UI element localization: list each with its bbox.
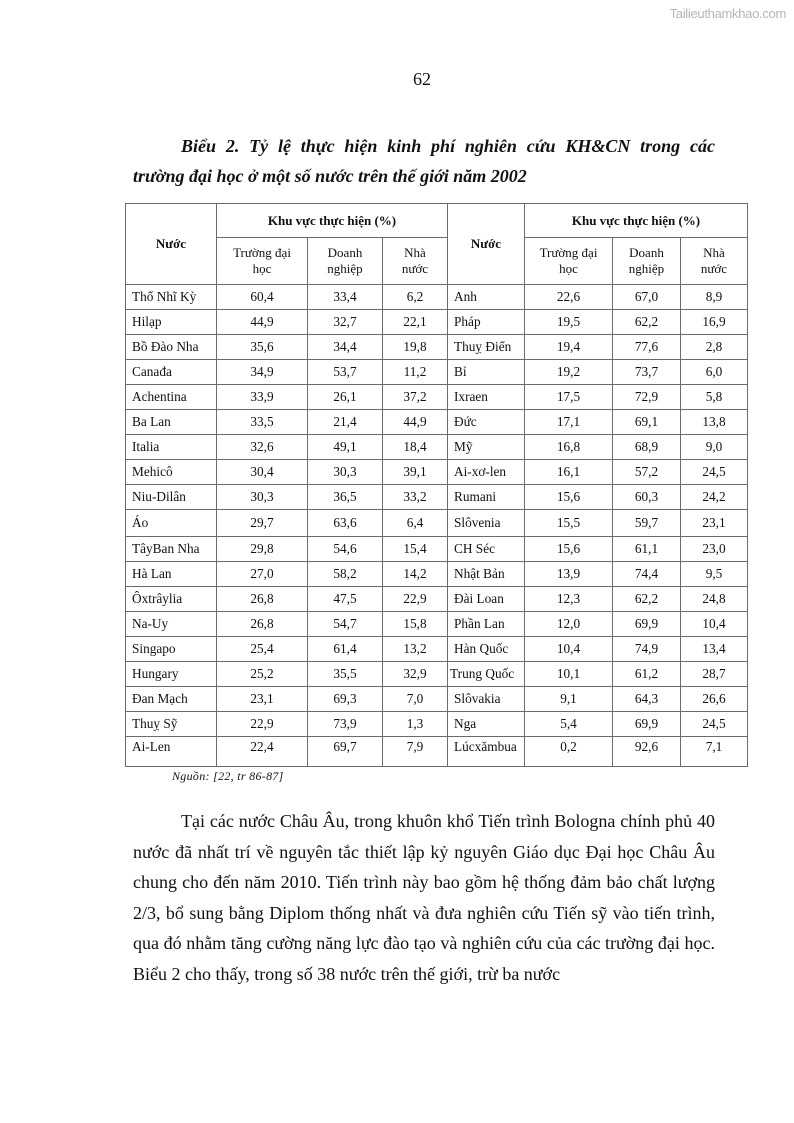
- university-value: 34,9: [217, 360, 308, 385]
- header-enterprise-right: [613, 238, 681, 285]
- state-value: 2,8: [681, 335, 748, 360]
- state-value: 15,8: [383, 612, 448, 637]
- state-value: 9,0: [681, 435, 748, 460]
- header-text: Nhà: [703, 245, 725, 260]
- state-value: 28,7: [681, 662, 748, 687]
- enterprise-value: 73,9: [308, 712, 383, 737]
- table-row: [126, 687, 748, 712]
- header-state-right: [681, 238, 748, 285]
- enterprise-value: 68,9: [613, 435, 681, 460]
- enterprise-value: 64,3: [613, 687, 681, 712]
- country-cell: Slôvakia: [448, 687, 525, 712]
- country-cell: Ba Lan: [126, 410, 217, 435]
- university-value: 25,4: [217, 637, 308, 662]
- table-row: [126, 435, 748, 460]
- country-cell: Hà Lan: [126, 562, 217, 587]
- enterprise-value: 54,7: [308, 612, 383, 637]
- enterprise-value: 61,4: [308, 637, 383, 662]
- enterprise-value: 47,5: [308, 587, 383, 612]
- university-value: 0,2: [525, 737, 613, 767]
- university-value: 60,4: [217, 285, 308, 310]
- enterprise-value: 36,5: [308, 485, 383, 510]
- university-value: 19,2: [525, 360, 613, 385]
- state-value: 24,5: [681, 712, 748, 737]
- university-value: 23,1: [217, 687, 308, 712]
- table-row: [126, 712, 748, 737]
- enterprise-value: 67,0: [613, 285, 681, 310]
- country-cell: Bỉ: [448, 360, 525, 385]
- enterprise-value: 62,2: [613, 310, 681, 335]
- watermark: Tailieuthamkhao.com: [669, 6, 786, 21]
- country-cell: Ôxtrâylia: [126, 587, 217, 612]
- header-country-right: Nước: [448, 204, 525, 285]
- country-cell: TâyBan Nha: [126, 537, 217, 562]
- country-cell: Thuỵ Sỹ: [126, 712, 217, 737]
- header-text: Doanh: [327, 245, 363, 260]
- state-value: 19,8: [383, 335, 448, 360]
- header-text: Nhà: [404, 245, 426, 260]
- header-text: học: [252, 261, 272, 276]
- university-value: 32,6: [217, 435, 308, 460]
- header-text: nước: [700, 261, 728, 276]
- country-cell: Đức: [448, 410, 525, 435]
- university-value: 15,5: [525, 510, 613, 537]
- country-cell: Niu-Dilân: [126, 485, 217, 510]
- header-text: Trường đại: [233, 245, 291, 260]
- university-value: 19,5: [525, 310, 613, 335]
- state-value: 7,9: [383, 737, 448, 767]
- country-cell: Anh: [448, 285, 525, 310]
- university-value: 13,9: [525, 562, 613, 587]
- header-university-left: [217, 238, 308, 285]
- page-number: 62: [413, 69, 431, 89]
- country-cell: Nhật Bản: [448, 562, 525, 587]
- university-value: 22,9: [217, 712, 308, 737]
- country-cell: Canađa: [126, 360, 217, 385]
- state-value: 9,5: [681, 562, 748, 587]
- header-text: Doanh: [629, 245, 664, 260]
- university-value: 35,6: [217, 335, 308, 360]
- state-value: 13,2: [383, 637, 448, 662]
- university-value: 29,8: [217, 537, 308, 562]
- enterprise-value: 62,2: [613, 587, 681, 612]
- state-value: 11,2: [383, 360, 448, 385]
- country-cell: Đan Mạch: [126, 687, 217, 712]
- country-cell: Nga: [448, 712, 525, 737]
- state-value: 44,9: [383, 410, 448, 435]
- enterprise-value: 73,7: [613, 360, 681, 385]
- university-value: 44,9: [217, 310, 308, 335]
- table-row: [126, 562, 748, 587]
- country-cell: Ai-xơ-len: [448, 460, 525, 485]
- source-note: Nguồn: [22, tr 86-87]: [172, 769, 284, 783]
- university-value: 17,1: [525, 410, 613, 435]
- table-body: [126, 285, 748, 767]
- table-row: [126, 310, 748, 335]
- state-value: 18,4: [383, 435, 448, 460]
- enterprise-value: 69,9: [613, 712, 681, 737]
- country-cell: CH Séc: [448, 537, 525, 562]
- state-value: 24,8: [681, 587, 748, 612]
- table-row: [126, 285, 748, 310]
- enterprise-value: 60,3: [613, 485, 681, 510]
- country-cell: Phần Lan: [448, 612, 525, 637]
- university-value: 16,8: [525, 435, 613, 460]
- university-value: 33,5: [217, 410, 308, 435]
- header-state-left: [383, 238, 448, 285]
- university-value: 12,3: [525, 587, 613, 612]
- table-row: [126, 612, 748, 637]
- state-value: 22,1: [383, 310, 448, 335]
- enterprise-value: 49,1: [308, 435, 383, 460]
- table-row: [126, 410, 748, 435]
- state-value: 7,0: [383, 687, 448, 712]
- header-text: nghiệp: [628, 261, 665, 276]
- table-row: [126, 737, 748, 767]
- university-value: 22,4: [217, 737, 308, 767]
- header-text: nghiệp: [327, 261, 363, 276]
- enterprise-value: 53,7: [308, 360, 383, 385]
- table-row: [126, 485, 748, 510]
- state-value: 13,4: [681, 637, 748, 662]
- university-value: 22,6: [525, 285, 613, 310]
- state-value: 22,9: [383, 587, 448, 612]
- enterprise-value: 21,4: [308, 410, 383, 435]
- university-value: 10,4: [525, 637, 613, 662]
- country-cell: Ai-Len: [126, 737, 217, 767]
- enterprise-value: 61,1: [613, 537, 681, 562]
- country-cell: Hilạp: [126, 310, 217, 335]
- state-value: 1,3: [383, 712, 448, 737]
- university-value: 16,1: [525, 460, 613, 485]
- university-value: 30,4: [217, 460, 308, 485]
- enterprise-value: 69,3: [308, 687, 383, 712]
- enterprise-value: 69,7: [308, 737, 383, 767]
- state-value: 7,1: [681, 737, 748, 767]
- country-cell: Thổ Nhĩ Kỳ: [126, 285, 217, 310]
- state-value: 10,4: [681, 612, 748, 637]
- country-cell: Áo: [126, 510, 217, 537]
- header-university-right: [525, 238, 613, 285]
- state-value: 15,4: [383, 537, 448, 562]
- university-value: 17,5: [525, 385, 613, 410]
- state-value: 5,8: [681, 385, 748, 410]
- caption-line-1: Biểu 2. Tỷ lệ thực hiện kinh phí nghiên cứu KH&CN trong các: [181, 136, 715, 156]
- state-value: 32,9: [383, 662, 448, 687]
- state-value: 24,5: [681, 460, 748, 485]
- body-paragraph: Tại các nước Châu Âu, trong khuôn khổ Tiến trình Bologna chính phủ 40 nước đã nhất trí về nguyên tắc thiết lập kỷ nguyên Giáo dục Đại học Châu Âu chung cho đến năm 2010. Tiến trình này bao gồm hệ thống đảm bảo chất lượng 2/3, bổ sung bằng Diplom thống nhất và đưa nghiên cứu Tiến sỹ vào tiến trình, qua đó nhằm tăng cường năng lực đào tạo và nghiên cứu của các trường đại học. Biểu 2 cho thấy, trong số 38 nước trên thế giới, trừ ba nước: [133, 811, 715, 984]
- enterprise-value: 34,4: [308, 335, 383, 360]
- table-row: [126, 587, 748, 612]
- state-value: 23,1: [681, 510, 748, 537]
- enterprise-value: 30,3: [308, 460, 383, 485]
- country-cell: Rumani: [448, 485, 525, 510]
- country-cell: Trung Quốc: [448, 662, 525, 687]
- research-funding-table: [125, 203, 748, 767]
- table-row: [126, 335, 748, 360]
- state-value: 6,2: [383, 285, 448, 310]
- enterprise-value: 69,9: [613, 612, 681, 637]
- university-value: 25,2: [217, 662, 308, 687]
- enterprise-value: 61,2: [613, 662, 681, 687]
- country-cell: Bồ Đào Nha: [126, 335, 217, 360]
- state-value: 6,4: [383, 510, 448, 537]
- country-cell: Thuỵ Điển: [448, 335, 525, 360]
- country-cell: Hàn Quốc: [448, 637, 525, 662]
- header-text: nước: [401, 261, 429, 276]
- country-cell: Hungary: [126, 662, 217, 687]
- state-value: 24,2: [681, 485, 748, 510]
- enterprise-value: 54,6: [308, 537, 383, 562]
- university-value: 19,4: [525, 335, 613, 360]
- university-value: 15,6: [525, 485, 613, 510]
- country-cell: Đài Loan: [448, 587, 525, 612]
- table-row: [126, 460, 748, 485]
- enterprise-value: 69,1: [613, 410, 681, 435]
- country-cell: Na-Uy: [126, 612, 217, 637]
- country-cell: Mỹ: [448, 435, 525, 460]
- state-value: 14,2: [383, 562, 448, 587]
- header-text: Trường đại: [539, 245, 598, 260]
- enterprise-value: 57,2: [613, 460, 681, 485]
- enterprise-value: 77,6: [613, 335, 681, 360]
- country-cell: Achentina: [126, 385, 217, 410]
- university-value: 26,8: [217, 587, 308, 612]
- state-value: 13,8: [681, 410, 748, 435]
- enterprise-value: 26,1: [308, 385, 383, 410]
- table-row: [126, 637, 748, 662]
- enterprise-value: 72,9: [613, 385, 681, 410]
- university-value: 33,9: [217, 385, 308, 410]
- country-cell: Ixraen: [448, 385, 525, 410]
- header-group-right: Khu vực thực hiện (%): [525, 204, 748, 238]
- state-value: 33,2: [383, 485, 448, 510]
- country-cell: Italia: [126, 435, 217, 460]
- university-value: 12,0: [525, 612, 613, 637]
- enterprise-value: 63,6: [308, 510, 383, 537]
- header-country-left: Nước: [126, 204, 217, 285]
- enterprise-value: 74,4: [613, 562, 681, 587]
- state-value: 39,1: [383, 460, 448, 485]
- table-row: [126, 537, 748, 562]
- enterprise-value: 33,4: [308, 285, 383, 310]
- university-value: 26,8: [217, 612, 308, 637]
- enterprise-value: 59,7: [613, 510, 681, 537]
- enterprise-value: 92,6: [613, 737, 681, 767]
- university-value: 15,6: [525, 537, 613, 562]
- table-caption: [133, 131, 715, 191]
- university-value: 10,1: [525, 662, 613, 687]
- header-group-left: Khu vực thực hiện (%): [217, 204, 448, 238]
- caption-line-2: trường đại học ở một số nước trên thế giới năm 2002: [133, 166, 527, 186]
- enterprise-value: 58,2: [308, 562, 383, 587]
- country-cell: Singapo: [126, 637, 217, 662]
- university-value: 27,0: [217, 562, 308, 587]
- state-value: 26,6: [681, 687, 748, 712]
- country-cell: Slôvenia: [448, 510, 525, 537]
- enterprise-value: 74,9: [613, 637, 681, 662]
- enterprise-value: 32,7: [308, 310, 383, 335]
- country-cell: Pháp: [448, 310, 525, 335]
- university-value: 5,4: [525, 712, 613, 737]
- state-value: 37,2: [383, 385, 448, 410]
- state-value: 8,9: [681, 285, 748, 310]
- table-row: [126, 662, 748, 687]
- enterprise-value: 35,5: [308, 662, 383, 687]
- state-value: 16,9: [681, 310, 748, 335]
- table-row: [126, 510, 748, 537]
- header-enterprise-left: [308, 238, 383, 285]
- country-cell: Lúcxămbua: [448, 737, 525, 767]
- university-value: 29,7: [217, 510, 308, 537]
- table-row: [126, 385, 748, 410]
- header-text: học: [559, 261, 578, 276]
- state-value: 6,0: [681, 360, 748, 385]
- university-value: 30,3: [217, 485, 308, 510]
- table-row: [126, 360, 748, 385]
- state-value: 23,0: [681, 537, 748, 562]
- university-value: 9,1: [525, 687, 613, 712]
- country-cell: Mehicô: [126, 460, 217, 485]
